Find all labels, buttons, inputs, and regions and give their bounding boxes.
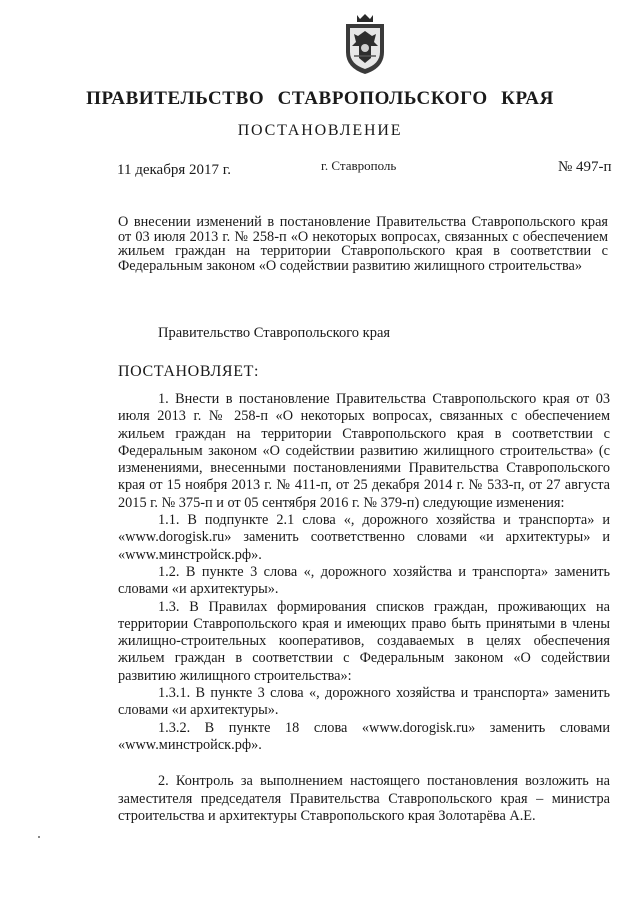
paragraph-1-3: 1.3. В Правилах формирования списков граждан, проживающих на территории Ставропольского края и имеющих право быть принятыми в члены жилищно-строительных кооперативов, создаваемых в целях обеспечения жильем граждан в соответствии с Федеральным законом «О содействии развитию жилищного строительства»:	[118, 598, 610, 684]
paragraph-1-3-1: 1.3.1. В пункте 3 слова «, дорожного хозяйства и транспорта» заменить словами «и архитектуры».	[118, 685, 610, 719]
paragraph-2: 2. Контроль за выполнением настоящего постановления возложить на заместителя председателя Правительства Ставропольского края – министра строительства и архитектуры Ставропольского края Золотарёва А.Е.	[118, 773, 610, 824]
document-subject: О внесении изменений в постановление Правительства Ставропольского края от 03 июля 2013 г. № 258-п «О некоторых вопросах, связанных с обеспечением жильем граждан на территории Ставропольского края в соответствии с Федеральным законом «О содействии развитию жилищного строительства»	[118, 214, 608, 274]
document-date: 11 декабря 2017 г.	[117, 162, 231, 178]
paragraph-1-1: 1.1. В подпункте 2.1 слова «, дорожного хозяйства и транспорта» и «www.dorogisk.ru» заменить соответственно словами «и архитектуры» и «www.минстройск.рф».	[118, 512, 610, 563]
paragraph-1-2: 1.2. В пункте 3 слова «, дорожного хозяйства и транспорта» заменить словами «и архитектуры».	[118, 563, 610, 598]
coat-of-arms-icon	[342, 12, 388, 76]
preamble: Правительство Ставропольского края	[158, 325, 391, 341]
document-number: № 497-п	[558, 159, 612, 175]
government-title: ПРАВИТЕЛЬСТВО СТАВРОПОЛЬСКОГО КРАЯ	[86, 88, 554, 109]
decree-word: ПОСТАНОВЛЯЕТ:	[118, 363, 259, 380]
document-type: ПОСТАНОВЛЕНИЕ	[237, 122, 403, 139]
scan-mark	[38, 836, 40, 838]
paragraph-1: 1. Внести в постановление Правительства Ставропольского края от 03 июля 2013 г. № 258-п «О некоторых вопросах, связанных с обеспечением жильем граждан на территории Ставропольского края в соответствии с Федеральным законом «О содействии развитию жилищного строительства» (с изменениями, внесенными постановлениями Правительства Ставропольского края от 15 ноября 2013 г. № 411-п, от 25 декабря 2014 г. № 533-п, от 27 августа 2015 г. № 375-п и от 05 сентября 2016 г. № 379-п) следующие изменения:	[118, 391, 610, 511]
paragraph-1-3-2: 1.3.2. В пункте 18 слова «www.dorogisk.ru» заменить словами «www.минстройск.рф».	[118, 719, 610, 753]
document-body	[118, 391, 610, 825]
document-city: г. Ставрополь	[321, 158, 397, 173]
